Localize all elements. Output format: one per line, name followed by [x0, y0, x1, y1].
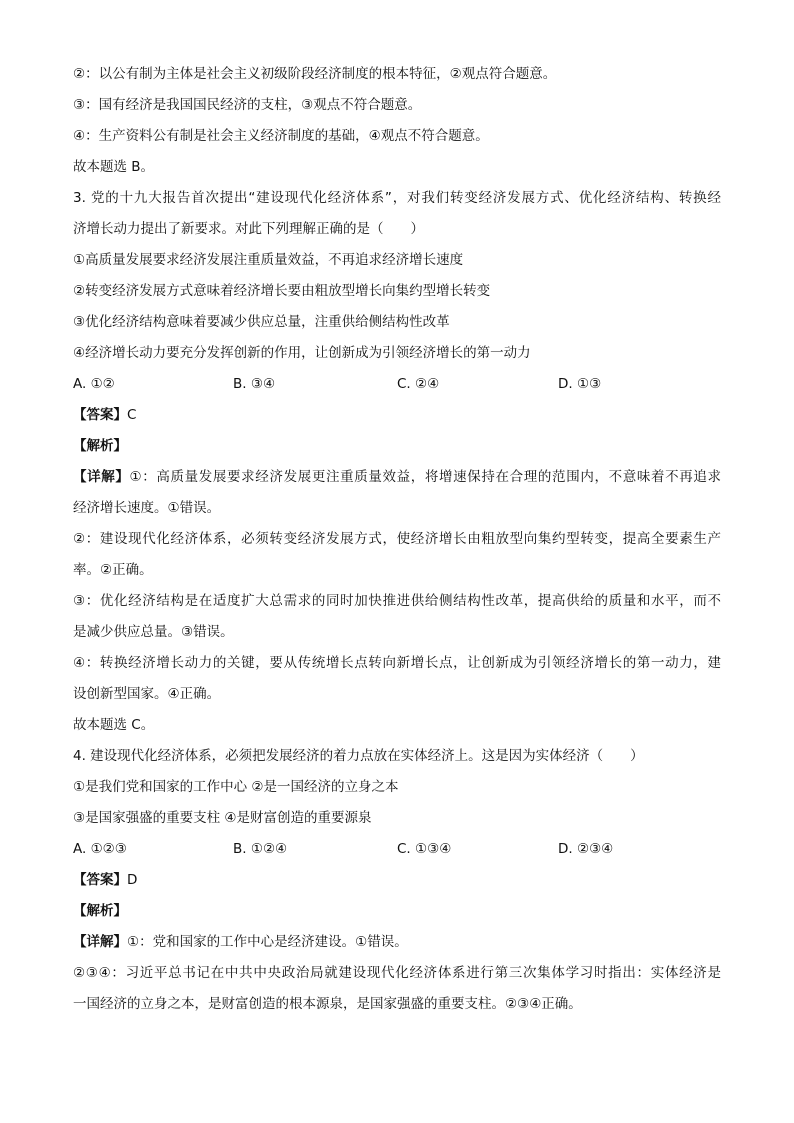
question-3-detail-4: ④：转换经济增长动力的关键，要从传统增长点转向新增长点，让创新成为引领经济增长的第一动力，建 [73, 655, 721, 671]
question-3-detail-2-cont: 率。②正确。 [73, 562, 153, 578]
question-3-stem: 3. 党的十九大报告首次提出“建设现代化经济体系”，对我们转变经济发展方式、优化经济结构、转换经 [73, 190, 721, 206]
option-c: C. ②④ [397, 376, 440, 392]
answer-label: 【答案】 [73, 872, 127, 888]
detail-label: 【详解】 [73, 934, 127, 950]
option-b: B. ①②④ [233, 841, 288, 857]
option-c: C. ①③④ [397, 841, 452, 857]
question-3-statement-1: ①高质量发展要求经济发展注重质量效益，不再追求经济增长速度 [73, 252, 464, 268]
question-3-detail-3: ③：优化经济结构是在适度扩大总需求的同时加快推进供给侧结构性改革，提高供给的质量和水平，而不 [73, 593, 721, 609]
question-3-answer [73, 405, 136, 425]
question-4-analysis-label: 【解析】 [73, 903, 127, 919]
question-3-statement-2: ②转变经济发展方式意味着经济增长要由粗放型增长向集约型增长转变 [73, 283, 491, 299]
text-line: ③：国有经济是我国国民经济的支柱，③观点不符合题意。 [73, 97, 422, 113]
detail-text: ①：党和国家的工作中心是经济建设。①错误。 [127, 934, 408, 950]
question-3-detail-1 [73, 467, 721, 487]
detail-label: 【详解】 [73, 469, 130, 485]
answer-value: D [127, 872, 138, 888]
option-a: A. ①② [73, 376, 115, 392]
question-3-analysis-label: 【解析】 [73, 438, 127, 454]
question-3-detail-3-cont: 是减少供应总量。③错误。 [73, 624, 234, 640]
question-3-statement-3: ③优化经济结构意味着要减少供应总量，注重供给侧结构性改革 [73, 314, 450, 330]
answer-label: 【答案】 [73, 407, 127, 423]
question-4-detail-2: ②③④：习近平总书记在中共中央政治局就建设现代化经济体系进行第三次集体学习时指出：实体经济是 [73, 965, 721, 981]
question-3-detail-2: ②：建设现代化经济体系，必须转变经济发展方式，使经济增长由粗放型向集约型转变，提高全要素生产 [73, 531, 721, 547]
question-3-stem-cont: 济增长动力提出了新要求。对此下列理解正确的是（ ） [73, 221, 424, 237]
question-4-detail-2-cont: 一国经济的立身之本，是财富创造的根本源泉，是国家强盛的重要支柱。②③④正确。 [73, 996, 582, 1012]
text-line: ②：以公有制为主体是社会主义初级阶段经济制度的根本特征，②观点符合题意。 [73, 66, 557, 82]
option-d: D. ①③ [558, 376, 602, 392]
question-4-answer [73, 870, 137, 890]
question-3-detail-4-cont: 设创新型国家。④正确。 [73, 686, 221, 702]
answer-value: C [127, 407, 137, 423]
option-b: B. ③④ [233, 376, 276, 392]
question-4-detail-1 [73, 932, 408, 952]
detail-text: ①：高质量发展要求经济发展更注重质量效益，将增速保持在合理的范围内，不意味着不再追求 [129, 469, 721, 485]
question-3-statement-4: ④经济增长动力要充分发挥创新的作用，让创新成为引领经济增长的第一动力 [73, 345, 531, 361]
question-3-detail-1-cont: 经济增长速度。①错误。 [73, 500, 221, 516]
question-4-stem: 4. 建设现代化经济体系，必须把发展经济的着力点放在实体经济上。这是因为实体经济（ ） [73, 748, 644, 764]
option-d: D. ②③④ [558, 841, 614, 857]
option-a: A. ①②③ [73, 841, 127, 857]
text-line: ④：生产资料公有制是社会主义经济制度的基础，④观点不符合题意。 [73, 128, 489, 144]
question-3-options [73, 374, 723, 394]
question-4-statements-1-2: ①是我们党和国家的工作中心 ②是一国经济的立身之本 [73, 779, 399, 795]
text-line: 故本题选 B。 [73, 159, 155, 175]
question-3-conclusion: 故本题选 C。 [73, 717, 155, 733]
question-4-options [73, 839, 723, 859]
question-4-statements-3-4: ③是国家强盛的重要支柱 ④是财富创造的重要源泉 [73, 810, 372, 826]
